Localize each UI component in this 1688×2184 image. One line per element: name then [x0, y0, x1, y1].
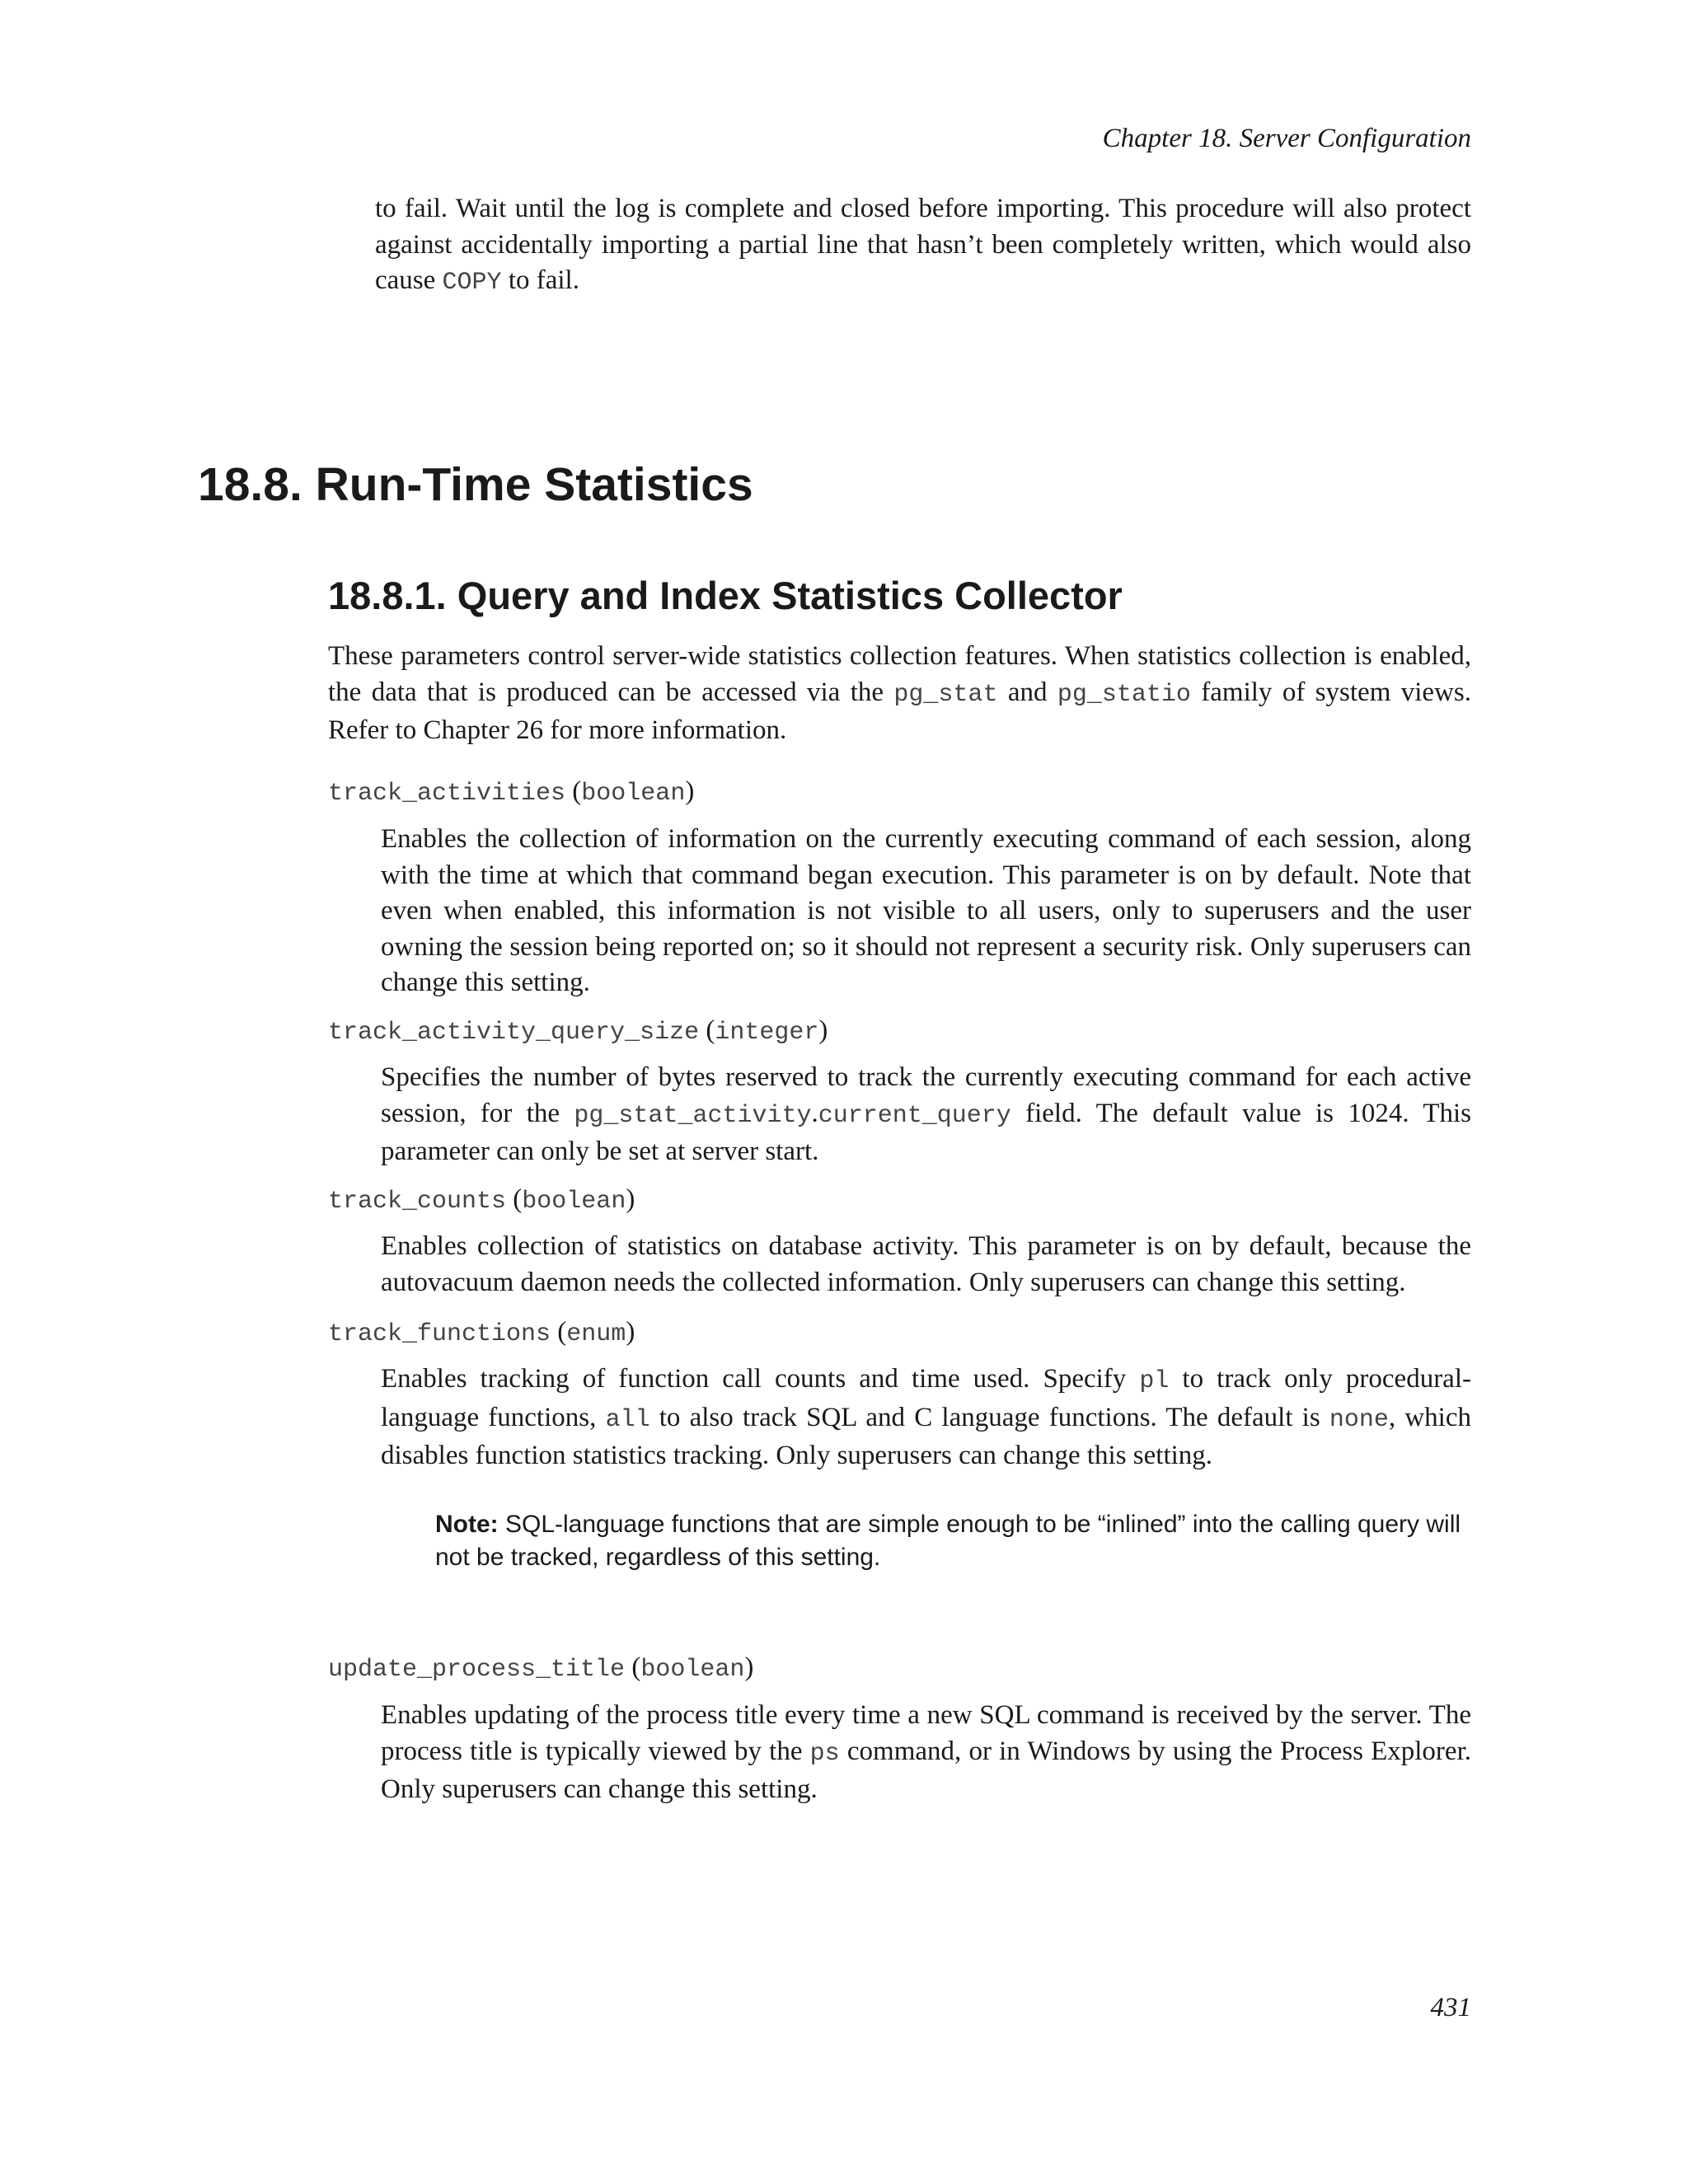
inline-code: current_query: [818, 1101, 1011, 1130]
intro-paragraph: [375, 191, 1471, 302]
inline-code: ps: [809, 1739, 840, 1768]
param-term: track_counts (boolean): [328, 1184, 635, 1216]
subsection-title: 18.8.1. Query and Index Statistics Collector: [328, 574, 1123, 617]
param-description: Enables collection of statistics on database activity. This parameter is on by default, because the autovacuum daemon needs the collected information. Only superusers can change this setting.: [381, 1231, 1471, 1297]
note-block: [435, 1508, 1471, 1574]
param-description: [381, 1361, 1471, 1474]
param-name: track_functions: [328, 1320, 551, 1348]
inline-code: pg_stat_activity: [574, 1101, 812, 1130]
param-term: track_activities (boolean): [328, 776, 695, 808]
param-term: track_functions (enum): [328, 1317, 635, 1348]
inline-code: pg_statio: [1057, 680, 1191, 709]
section-title: 18.8. Run-Time Statistics: [198, 458, 753, 511]
page-number: 431: [1430, 1993, 1471, 2022]
intro-text: to fail.: [501, 265, 579, 295]
inline-code: none: [1329, 1405, 1389, 1434]
description-text: Enables updating of the process title every time a new SQL command is received by the server. The process title is typically viewed by the: [381, 1700, 1471, 1766]
description-text: Enables tracking of function call counts and time used. Specify: [381, 1364, 1140, 1394]
description-text: field. The default value is 1024. This parameter can only be set at server start.: [381, 1098, 1471, 1166]
intro-text: family of system views. Refer to Chapter 26 for more information.: [328, 677, 1471, 745]
inline-code: pl: [1139, 1367, 1170, 1395]
param-description: [381, 1060, 1471, 1170]
description-text: command, or in Windows by using the Process Explorer. Only superusers can change this setting.: [381, 1736, 1471, 1804]
param-description: [381, 1698, 1471, 1808]
inline-code: pg_stat: [893, 680, 998, 709]
running-header: Chapter 18. Server Configuration: [1102, 124, 1471, 153]
intro-text: to fail. Wait until the log is complete and closed before importing. This procedure will also protect against accidentally importing a partial line that hasn’t been completely written, which would also cause: [375, 194, 1471, 295]
description-text: to also track SQL and C language functions. The default is: [649, 1402, 1329, 1432]
param-type: boolean: [640, 1656, 745, 1684]
param-type: boolean: [581, 780, 686, 808]
param-name: track_counts: [328, 1188, 507, 1216]
param-type: enum: [566, 1320, 626, 1348]
description-text: Specifies the number of bytes reserved to track the currently executing command for each active session, for the: [381, 1062, 1471, 1128]
inline-code: COPY: [442, 269, 502, 297]
note-text: SQL-language functions that are simple enough to be “inlined” into the calling query will not be tracked, regardless of this setting.: [435, 1511, 1461, 1571]
intro-text: These parameters control server-wide statistics collection features. When statistics collection is enabled, the data that is produced can be accessed via the: [328, 641, 1471, 707]
description-text: .: [811, 1098, 818, 1128]
param-term: update_process_title (boolean): [328, 1652, 754, 1684]
param-type: integer: [715, 1019, 819, 1047]
intro-text: and: [997, 677, 1057, 707]
param-type: boolean: [522, 1188, 626, 1216]
param-description: Enables the collection of information on the currently executing command of each session, along with the time at which that command began execution. This parameter is on by default. Note that even when enabled, this information is not visible to all users, only to superusers and the user owning the session being reported on; so it should not represent a security risk. Only superusers can change this setting.: [381, 824, 1471, 997]
note-label: Note:: [435, 1511, 499, 1538]
param-name: update_process_title: [328, 1656, 626, 1684]
inline-code: all: [605, 1405, 650, 1434]
description-text: to track only procedural-language functions,: [381, 1364, 1471, 1432]
description-text: , which disables function statistics tracking. Only superusers can change this setting.: [381, 1402, 1471, 1470]
param-name: track_activities: [328, 780, 566, 808]
param-name: track_activity_query_size: [328, 1019, 700, 1047]
subsection-intro: [328, 639, 1471, 749]
param-term: track_activity_query_size (integer): [328, 1015, 828, 1047]
